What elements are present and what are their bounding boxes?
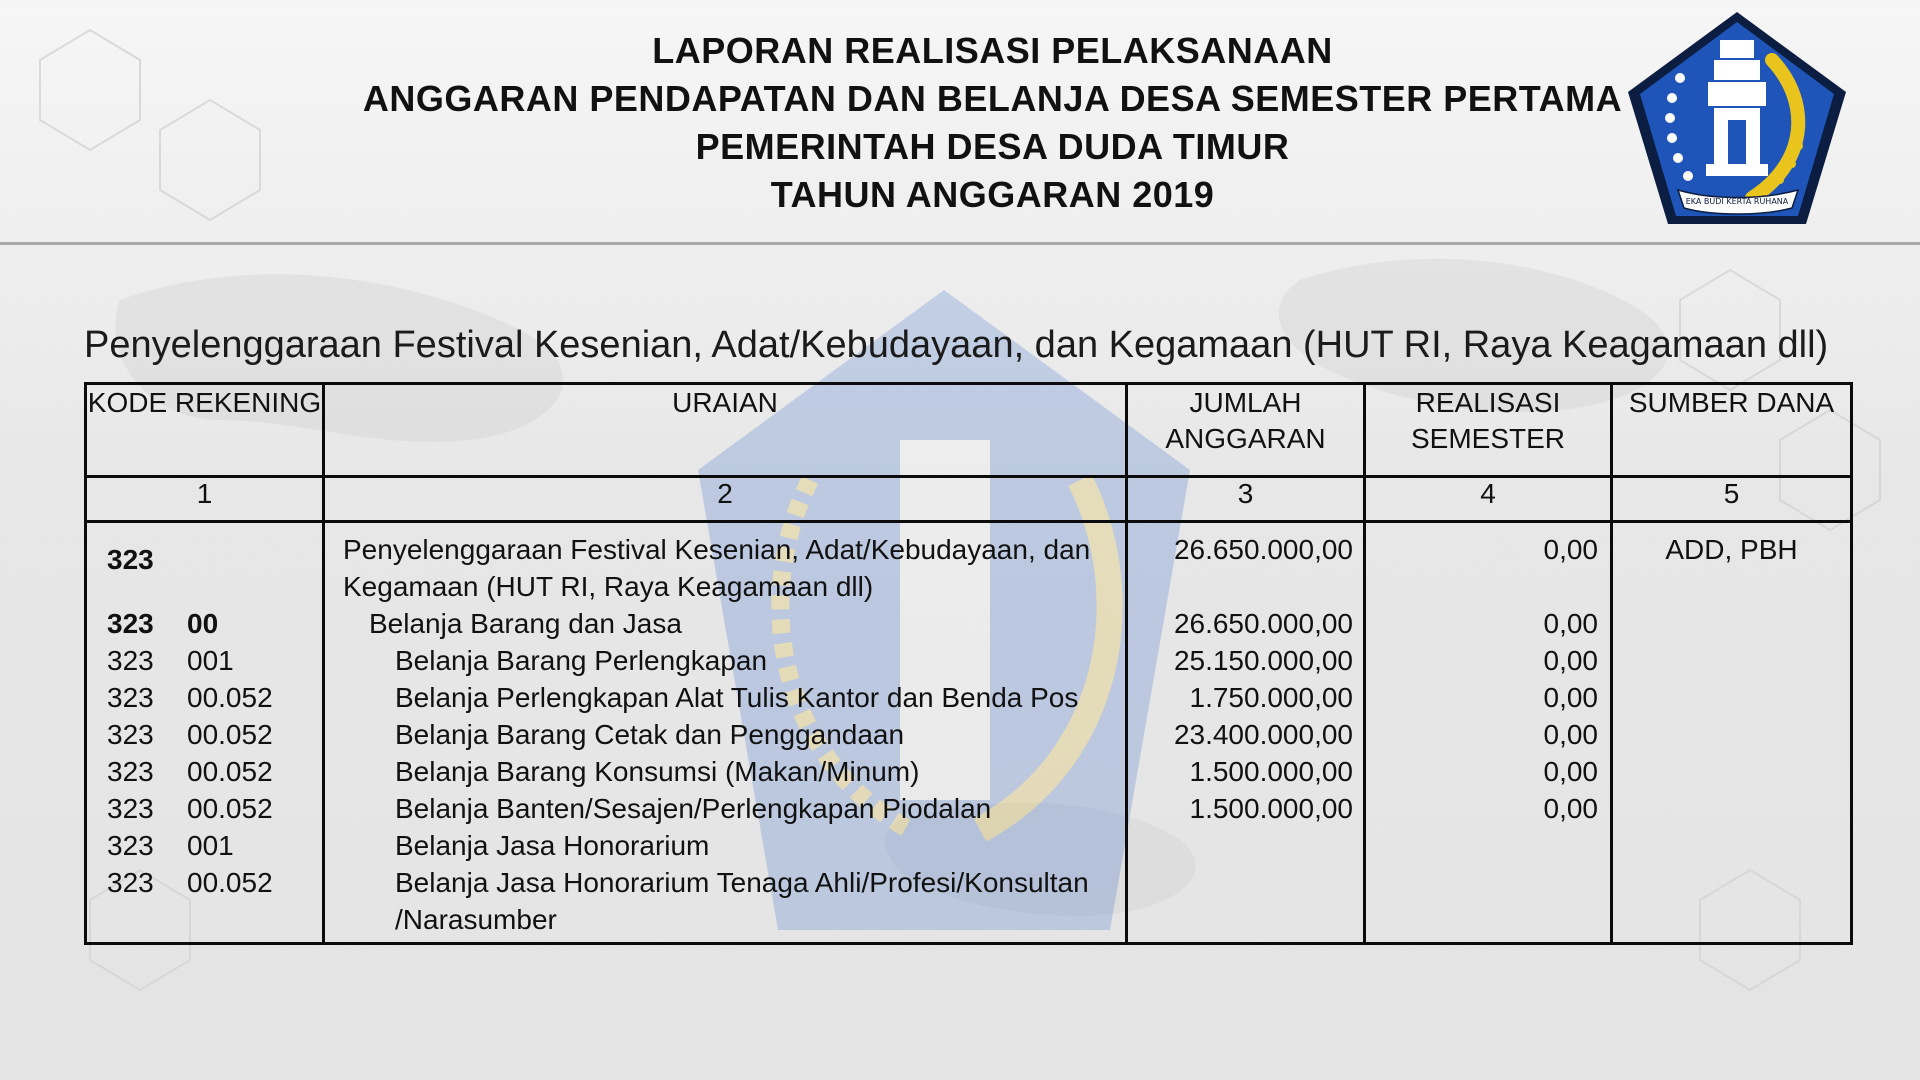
kode-rekening-cell: [86, 605, 324, 642]
kode-level-2: 00.052: [187, 682, 273, 713]
kode-rekening-cell: [86, 522, 324, 606]
realisasi-cell: 0,00: [1365, 716, 1612, 753]
realisasi-cell: 0,00: [1365, 522, 1612, 606]
uraian-cell: Belanja Jasa Honorarium Tenaga Ahli/Profesi/Konsultan /Narasumber: [324, 864, 1127, 944]
table-row: [86, 790, 1852, 827]
kode-level-1: 323: [107, 544, 154, 575]
uraian-cell: Belanja Barang dan Jasa: [324, 605, 1127, 642]
realisasi-cell: 0,00: [1365, 790, 1612, 827]
kode-level-1: 323: [107, 682, 154, 713]
column-number: 3: [1127, 477, 1365, 522]
realisasi-cell: 0,00: [1365, 753, 1612, 790]
jumlah-anggaran-cell: 1.500.000,00: [1127, 790, 1365, 827]
header-jumlah-line-1: JUMLAH: [1189, 387, 1302, 418]
header-uraian: URAIAN: [324, 384, 1127, 477]
kode-level-2: 00: [187, 608, 219, 639]
header-realisasi-semester: [1365, 384, 1612, 477]
sumber-dana-cell: [1612, 864, 1852, 944]
report-title-line-3: PEMERINTAH DESA DUDA TIMUR: [695, 126, 1290, 167]
jumlah-anggaran-cell: [1127, 864, 1365, 944]
sumber-dana-cell: [1612, 716, 1852, 753]
table-row: [86, 864, 1852, 944]
uraian-cell: Belanja Perlengkapan Alat Tulis Kantor dan Benda Pos: [324, 679, 1127, 716]
sumber-dana-cell: [1612, 790, 1852, 827]
column-number: 2: [324, 477, 1127, 522]
realisasi-cell: [1365, 827, 1612, 864]
budget-realization-table: [84, 382, 1853, 945]
uraian-cell: Belanja Banten/Sesajen/Perlengkapan Piodalan: [324, 790, 1127, 827]
jumlah-anggaran-cell: 23.400.000,00: [1127, 716, 1365, 753]
table-row: [86, 753, 1852, 790]
table-header-row: [86, 384, 1852, 477]
kode-level-2: 00.052: [187, 719, 273, 750]
kode-rekening-cell: [86, 753, 324, 790]
jumlah-anggaran-cell: 26.650.000,00: [1127, 522, 1365, 606]
table-row: [86, 716, 1852, 753]
column-number: 4: [1365, 477, 1612, 522]
header-realisasi-line-1: REALISASI: [1415, 387, 1561, 418]
uraian-cell: Belanja Jasa Honorarium: [324, 827, 1127, 864]
uraian-cell: Belanja Barang Konsumsi (Makan/Minum): [324, 753, 1127, 790]
column-number: 1: [86, 477, 324, 522]
realisasi-cell: [1365, 864, 1612, 944]
kode-level-2: 001: [187, 645, 234, 676]
kode-level-2: [187, 541, 307, 578]
sumber-dana-cell: [1612, 679, 1852, 716]
logo-motto-text: EKA BUDI KERTA RUHANA: [1685, 197, 1789, 206]
header-kode-rekening: KODE REKENING: [86, 384, 324, 477]
kode-level-1: 323: [107, 793, 154, 824]
sumber-dana-cell: [1612, 753, 1852, 790]
header-realisasi-line-2: SEMESTER: [1410, 423, 1566, 454]
kode-rekening-cell: [86, 679, 324, 716]
uraian-cell: Belanja Barang Perlengkapan: [324, 642, 1127, 679]
kode-level-1: 323: [107, 608, 154, 639]
uraian-cell: Penyelenggaraan Festival Kesenian, Adat/Kebudayaan, dan Kegamaan (HUT RI, Raya Keagamaan dll): [324, 522, 1127, 606]
realisasi-cell: 0,00: [1365, 679, 1612, 716]
uraian-cell: Belanja Barang Cetak dan Penggandaan: [324, 716, 1127, 753]
table-row: [86, 642, 1852, 679]
kode-rekening-cell: [86, 827, 324, 864]
activity-title: Penyelenggaraan Festival Kesenian, Adat/Kebudayaan, dan Kegamaan (HUT RI, Raya Keagamaan dll): [84, 324, 1829, 366]
jumlah-anggaran-cell: 26.650.000,00: [1127, 605, 1365, 642]
table-row: [86, 827, 1852, 864]
header-divider: [0, 242, 1920, 245]
jumlah-anggaran-cell: 25.150.000,00: [1127, 642, 1365, 679]
kode-rekening-cell: [86, 642, 324, 679]
report-title-line-1: LAPORAN REALISASI PELAKSANAAN: [652, 30, 1333, 71]
realisasi-cell: 0,00: [1365, 605, 1612, 642]
column-number-row: [86, 477, 1852, 522]
sumber-dana-cell: [1612, 827, 1852, 864]
kode-level-1: 323: [107, 830, 154, 861]
header-jumlah-line-2: ANGGARAN: [1165, 423, 1326, 454]
jumlah-anggaran-cell: 1.750.000,00: [1127, 679, 1365, 716]
jumlah-anggaran-cell: 1.500.000,00: [1127, 753, 1365, 790]
kode-rekening-cell: [86, 790, 324, 827]
header-sumber-dana: SUMBER DANA: [1612, 384, 1852, 477]
report-title-line-4: TAHUN ANGGARAN 2019: [770, 174, 1215, 215]
header-jumlah-anggaran: [1127, 384, 1365, 477]
report-header: [0, 0, 1920, 242]
kode-level-1: 323: [107, 719, 154, 750]
kode-level-1: 323: [107, 645, 154, 676]
kode-level-1: 323: [107, 756, 154, 787]
kode-level-2: 001: [187, 830, 234, 861]
sumber-dana-cell: ADD, PBH: [1612, 522, 1852, 606]
table-row: [86, 522, 1852, 606]
kode-level-2: 00.052: [187, 756, 273, 787]
jumlah-anggaran-cell: [1127, 827, 1365, 864]
table-row: [86, 679, 1852, 716]
regency-emblem-logo: [1622, 8, 1852, 230]
kode-level-1: 323: [107, 867, 154, 898]
sumber-dana-cell: [1612, 605, 1852, 642]
table-row: [86, 605, 1852, 642]
kode-rekening-cell: [86, 716, 324, 753]
report-title-line-2: ANGGARAN PENDAPATAN DAN BELANJA DESA SEMESTER PERTAMA: [362, 78, 1623, 119]
realisasi-cell: 0,00: [1365, 642, 1612, 679]
kode-level-2: 00.052: [187, 793, 273, 824]
column-number: 5: [1612, 477, 1852, 522]
kode-rekening-cell: [86, 864, 324, 944]
sumber-dana-cell: [1612, 642, 1852, 679]
kode-level-2: 00.052: [187, 867, 273, 898]
